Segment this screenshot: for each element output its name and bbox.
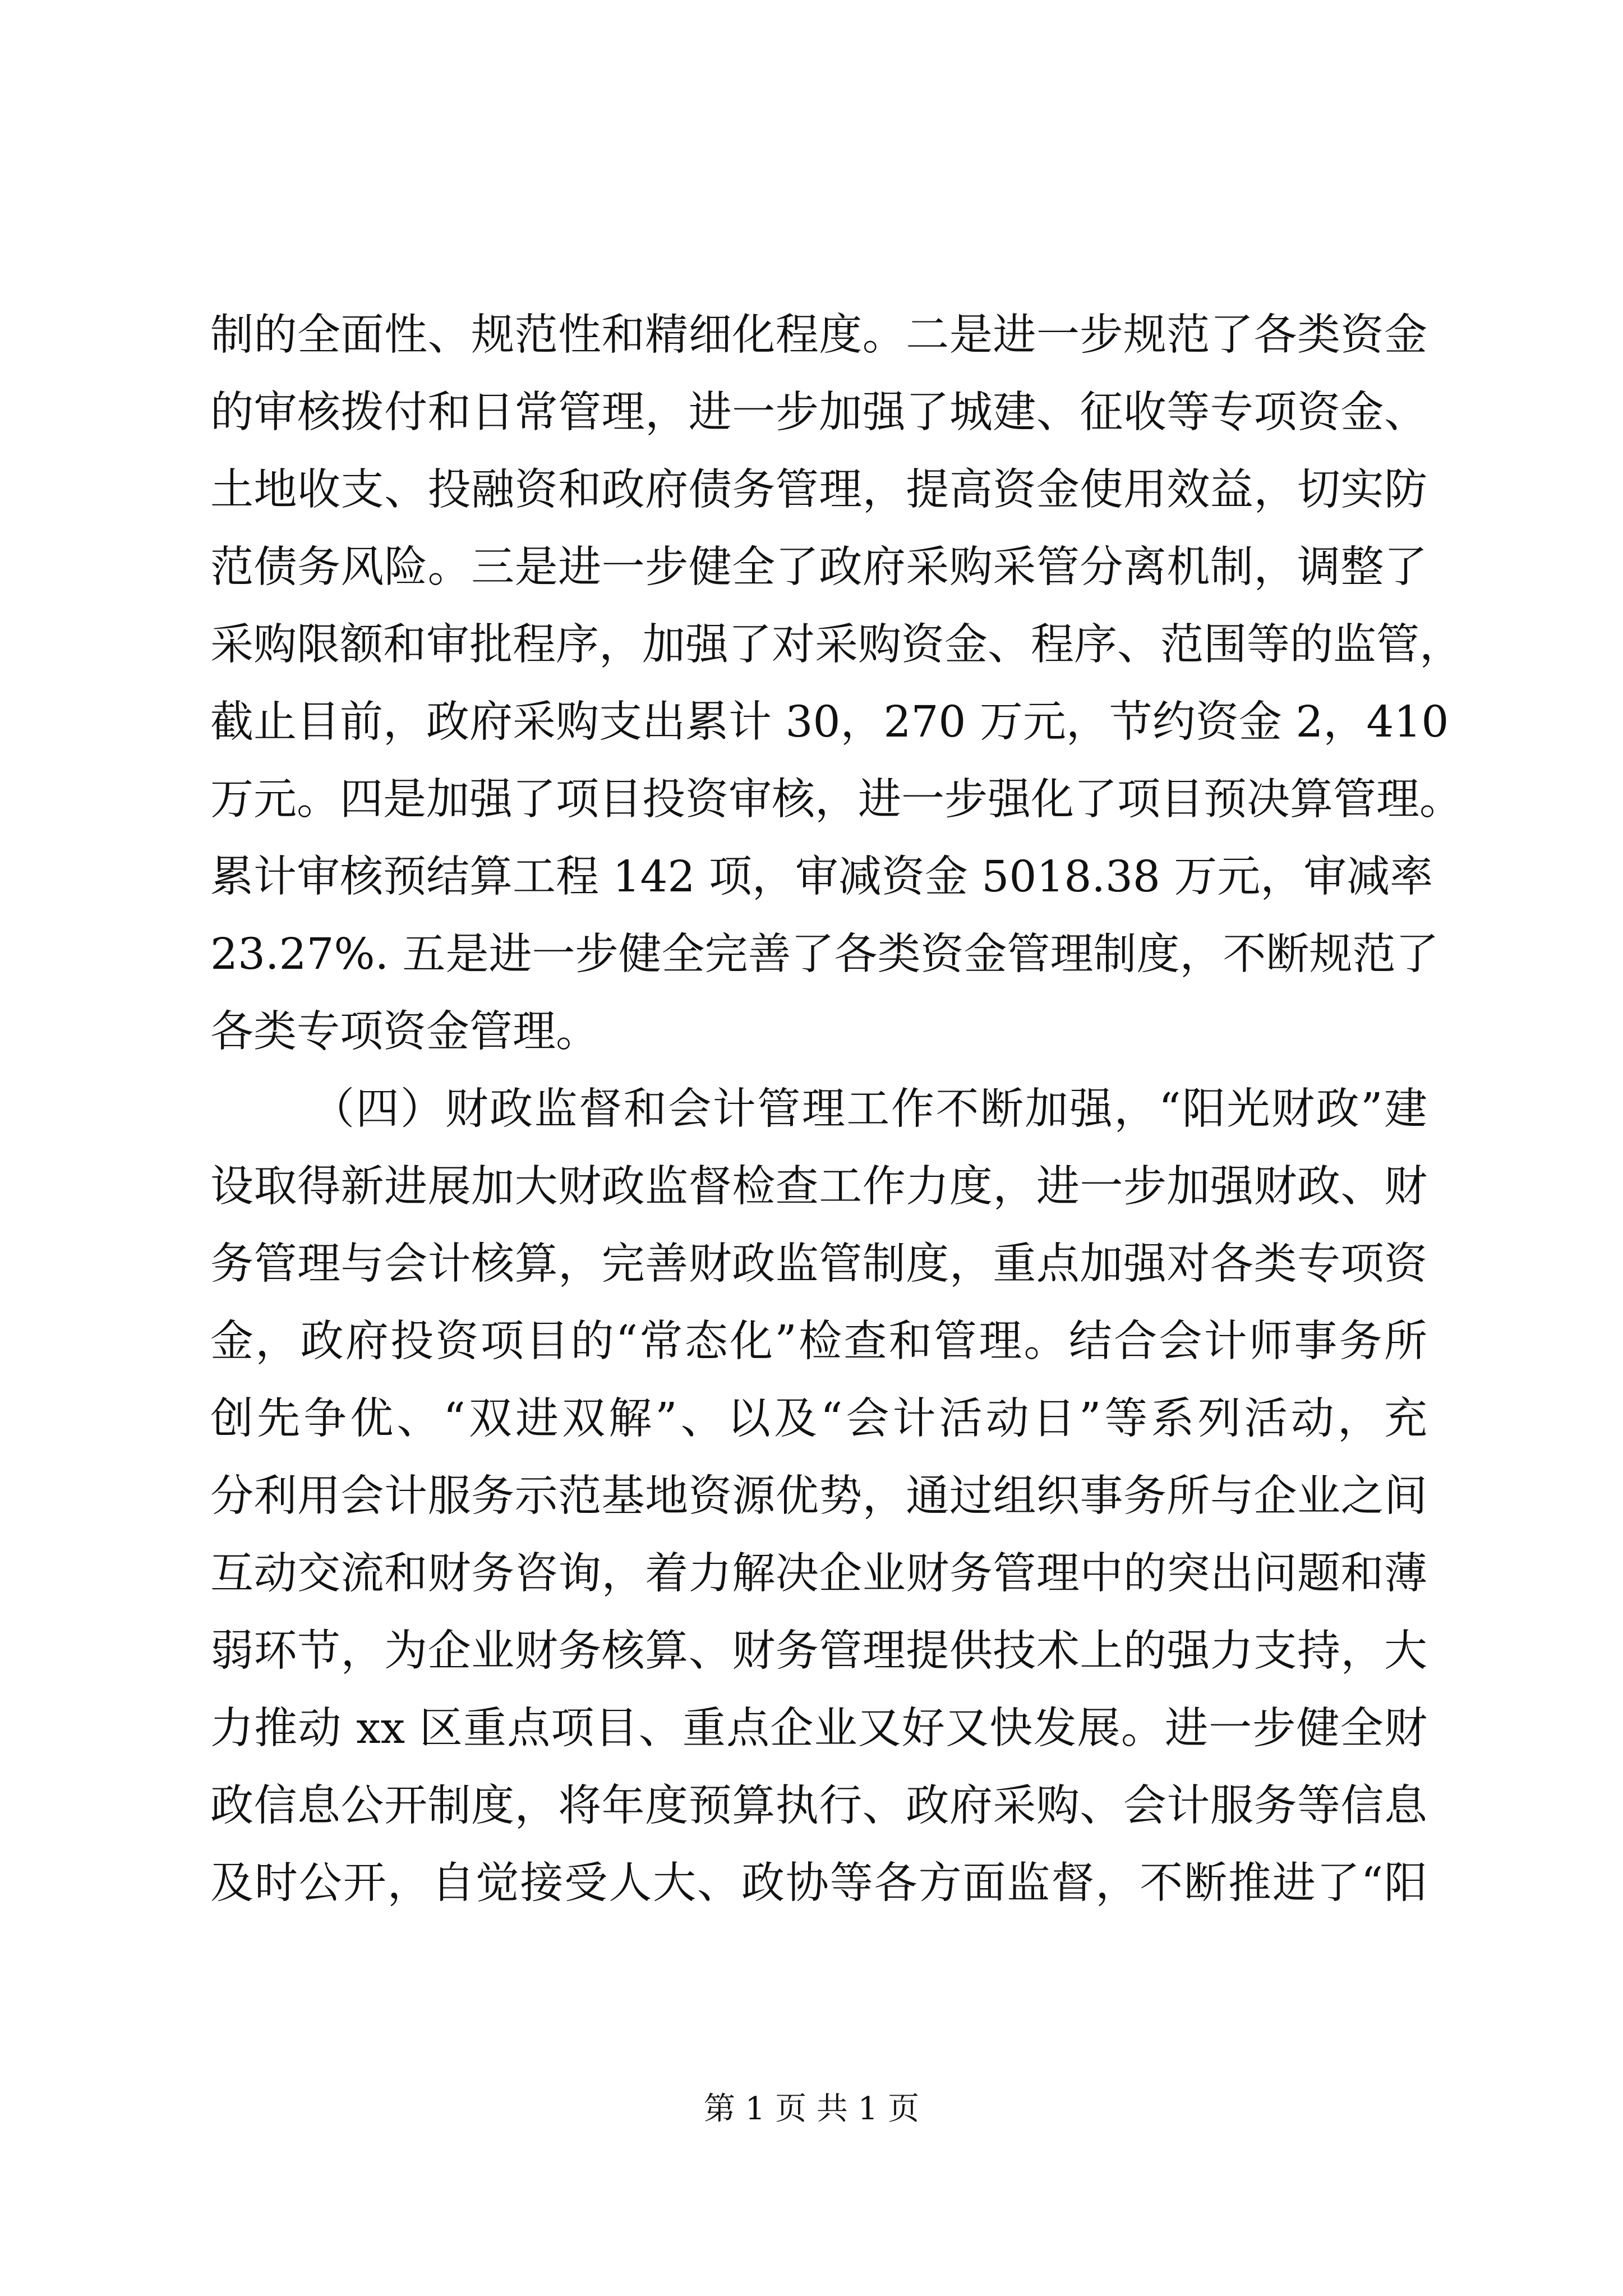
text-line: 创先争优、“双进双解”、以及“会计活动日”等系列活动，充 [210, 1394, 1427, 1444]
text-line: 弱环节，为企业财务核算、财务管理提供技术上的强力支持，大 [210, 1626, 1427, 1676]
text-line: 政信息公开制度，将年度预算执行、政府采购、会计服务等信息 [210, 1781, 1427, 1831]
paragraph-heading-line: （四）财政监督和会计管理工作不断加强，“阳光财政”建 [311, 1084, 1427, 1134]
text-line: 截止目前，政府采购支出累计 30，270 万元，节约资金 2，410 [210, 697, 1449, 747]
text-line: 采购限额和审批程序，加强了对采购资金、程序、范围等的监管， [210, 620, 1463, 670]
text-line: 力推动 xx 区重点项目、重点企业又好又快发展。进一步健全财 [210, 1704, 1427, 1754]
page-footer: 第 1 页 共 1 页 [703, 2091, 920, 2127]
text-line: 累计审核预结算工程 142 项，审减资金 5018.38 万元，审减率 [210, 852, 1433, 902]
text-line: 务管理与会计核算，完善财政监管制度，重点加强对各类专项资 [210, 1239, 1427, 1289]
text-line: 分利用会计服务示范基地资源优势，通过组织事务所与企业之间 [210, 1471, 1427, 1521]
text-line: 制的全面性、规范性和精细化程度。二是进一步规范了各类资金 [210, 310, 1427, 360]
text-line: 土地收支、投融资和政府债务管理，提高资金使用效益，切实防 [210, 465, 1427, 515]
text-line: 的审核拨付和日常管理，进一步加强了城建、征收等专项资金、 [210, 388, 1427, 438]
text-line: 万元。四是加强了项目投资审核，进一步强化了项目预决算管理。 [210, 775, 1463, 825]
text-line: 互动交流和财务咨询，着力解决企业财务管理中的突出问题和薄 [210, 1549, 1427, 1599]
text-line: 设取得新进展加大财政监督检查工作力度，进一步加强财政、财 [210, 1162, 1427, 1212]
text-line: 23.27%. 五是进一步健全完善了各类资金管理制度，不断规范了 [210, 930, 1439, 979]
text-line: 及时公开，自觉接受人大、政协等各方面监督，不断推进了“阳 [210, 1858, 1427, 1908]
text-line: 金，政府投资项目的“常态化”检查和管理。结合会计师事务所 [210, 1317, 1427, 1366]
text-line: 各类专项资金管理。 [210, 1007, 599, 1057]
text-line: 范债务风险。三是进一步健全了政府采购采管分离机制，调整了 [210, 542, 1427, 592]
